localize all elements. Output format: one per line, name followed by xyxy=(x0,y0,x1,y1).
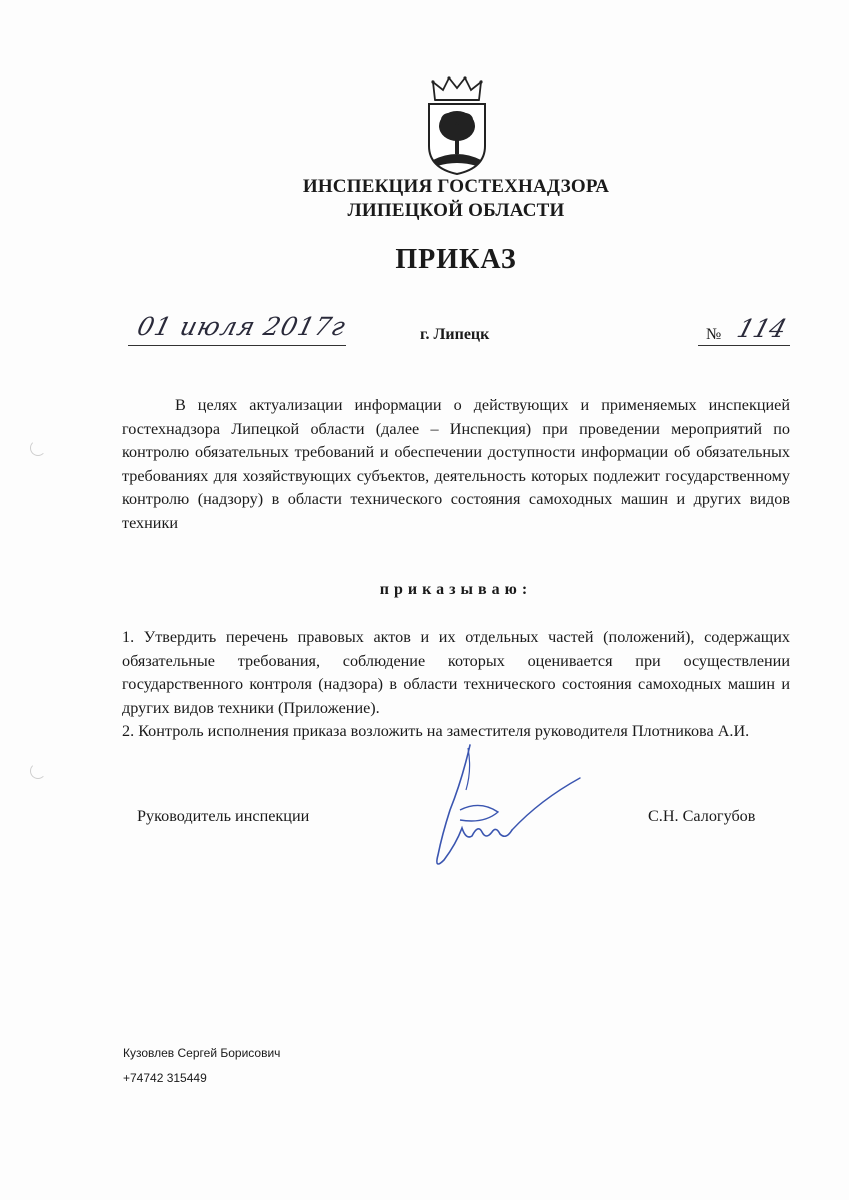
org-name-line1: ИНСПЕКЦИЯ ГОСТЕХНАДЗОРА xyxy=(302,176,610,197)
punch-hole-mark xyxy=(30,763,46,779)
handwritten-signature xyxy=(420,740,590,875)
number-sign: № xyxy=(706,326,722,343)
handwritten-date: 01 июля 2017г xyxy=(134,312,350,341)
punch-hole-mark xyxy=(30,440,46,456)
executor-phone: +74742 315449 xyxy=(123,1071,207,1085)
city-label: г. Липецк xyxy=(420,326,490,343)
coat-of-arms-icon xyxy=(425,76,489,176)
order-item-2: 2. Контроль исполнения приказа возложить на заместителя руководителя Плотникова А.И. xyxy=(122,722,750,740)
executor-name: Кузовлев Сергей Борисович xyxy=(123,1046,281,1060)
number-underline xyxy=(698,345,790,346)
document-title: ПРИКАЗ xyxy=(395,244,517,275)
signatory-position: Руководитель инспекции xyxy=(137,807,310,825)
command-word: приказываю: xyxy=(379,581,533,598)
order-items xyxy=(122,626,790,744)
intro-paragraph: В целях актуализации информации о действующих и применяемых инспекцией гостехнадзора Липецкой области (далее – Инспекция) при проведении мероприятий по контролю обязательных требований и обеспечении доступности информации об обязательных требованиях для хозяйствующих субъектов, деятельность которых подлежит государственному контролю (надзору) в области технического состояния самоходных машин и других видов техники xyxy=(122,396,790,532)
date-underline xyxy=(128,345,346,346)
order-item-1: 1. Утвердить перечень правовых актов и их отдельных частей (положений), содержащих обязательные требования, соблюдение которых оценивается при осуществлении государственного контроля (надзора) в области технического состояния самоходных машин и других видов техники (Приложение). xyxy=(122,628,790,717)
handwritten-number: 114 xyxy=(733,314,790,343)
signatory-name: С.Н. Салогубов xyxy=(648,807,756,825)
org-name-line2: ЛИПЕЦКОЙ ОБЛАСТИ xyxy=(347,200,565,221)
